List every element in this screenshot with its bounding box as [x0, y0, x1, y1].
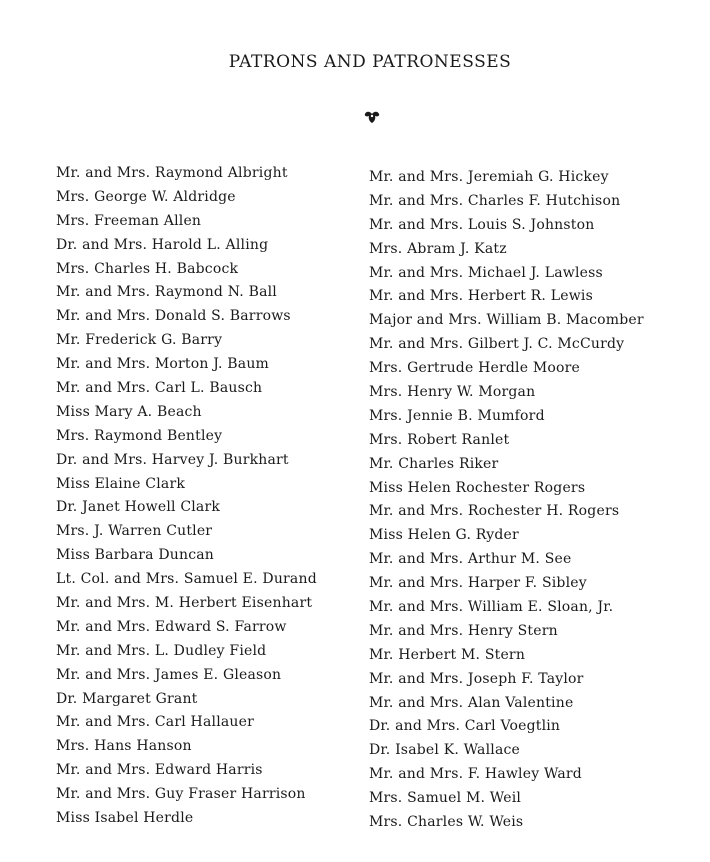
patron-entry: Mr. and Mrs. Morton J. Baum — [56, 356, 270, 373]
patron-entry: Mr. and Mrs. Carl Hallauer — [56, 714, 255, 731]
patron-entry: Mrs. J. Warren Cutler — [56, 523, 213, 540]
fleuron-icon — [363, 110, 381, 124]
patron-entry: Mrs. Samuel M. Weil — [369, 790, 522, 807]
patron-entry: Mrs. Charles H. Babcock — [56, 260, 239, 277]
patron-entry: Mr. and Mrs. Edward S. Farrow — [56, 618, 287, 635]
patron-entry: Miss Elaine Clark — [56, 475, 186, 492]
patron-entry: Mr. and Mrs. L. Dudley Field — [56, 642, 267, 659]
patron-entry: Mr. and Mrs. M. Herbert Eisenhart — [56, 595, 313, 612]
patron-entry: Mrs. Abram J. Katz — [369, 240, 507, 257]
patron-entry: Mr. and Mrs. Herbert R. Lewis — [369, 288, 593, 305]
patron-entry: Mrs. Freeman Allen — [56, 212, 202, 229]
patron-entry: Mr. Frederick G. Barry — [56, 332, 223, 349]
patron-entry: Dr. and Mrs. Harold L. Alling — [56, 236, 269, 253]
patron-entry: Mrs. Jennie B. Mumford — [369, 407, 545, 424]
page-title: PATRONS AND PATRONESSES — [228, 52, 512, 72]
patron-entry: Dr. Margaret Grant — [56, 690, 198, 707]
patron-entry: Dr. and Mrs. Harvey J. Burkhart — [56, 451, 289, 468]
patron-entry: Mrs. Raymond Bentley — [56, 427, 223, 444]
patron-entry: Mr. Charles Riker — [369, 455, 499, 472]
patron-entry: Mr. and Mrs. Guy Fraser Harrison — [56, 786, 306, 803]
patron-entry: Mr. and Mrs. Henry Stern — [369, 622, 558, 639]
patron-entry: Mr. and Mrs. James E. Gleason — [56, 666, 282, 683]
patron-entry: Mr. and Mrs. Jeremiah G. Hickey — [369, 169, 609, 185]
patron-entry: Mrs. Gertrude Herdle Moore — [369, 360, 581, 377]
patron-entry: Mr. and Mrs. Raymond N. Ball — [56, 284, 277, 301]
patron-entry: Miss Mary A. Beach — [56, 403, 202, 420]
patron-entry: Mrs. George W. Aldridge — [56, 188, 236, 205]
patron-entry: Major and Mrs. William B. Macomber — [369, 312, 644, 329]
patron-entry: Mrs. Robert Ranlet — [369, 431, 510, 448]
patron-entry: Mr. and Mrs. Joseph F. Taylor — [369, 670, 584, 687]
patron-entry: Mr. and Mrs. Arthur M. See — [369, 551, 572, 568]
patron-entry: Miss Barbara Duncan — [56, 547, 215, 564]
patron-entry: Mr. and Mrs. Charles F. Hutchison — [369, 192, 621, 209]
patrons-right-column — [369, 166, 644, 835]
patron-entry: Miss Helen G. Ryder — [369, 527, 519, 544]
patron-entry: Mrs. Hans Hanson — [56, 738, 192, 755]
patron-entry: Mr. and Mrs. Alan Valentine — [369, 694, 574, 711]
patron-entry: Mr. and Mrs. Louis S. Johnston — [369, 216, 595, 233]
patrons-left-column — [56, 162, 317, 831]
patron-entry: Mr. and Mrs. Edward Harris — [56, 762, 263, 779]
patron-entry: Dr. Janet Howell Clark — [56, 499, 221, 516]
patron-entry: Mr. and Mrs. Rochester H. Rogers — [369, 503, 620, 520]
patron-entry: Miss Helen Rochester Rogers — [369, 479, 586, 496]
patron-entry: Miss Isabel Herdle — [56, 810, 194, 827]
patron-entry: Dr. and Mrs. Carl Voegtlin — [369, 718, 561, 735]
patron-entry: Lt. Col. and Mrs. Samuel E. Durand — [56, 571, 317, 588]
patron-entry: Mrs. Charles W. Weis — [369, 814, 524, 831]
patron-entry: Mr. and Mrs. Gilbert J. C. McCurdy — [369, 336, 625, 353]
patron-entry: Mrs. Henry W. Morgan — [369, 384, 536, 401]
patron-entry: Mr. and Mrs. Donald S. Barrows — [56, 308, 291, 325]
patron-entry: Mr. and Mrs. Carl L. Bausch — [56, 380, 263, 397]
patron-entry: Mr. and Mrs. Raymond Albright — [56, 165, 288, 181]
patron-entry: Mr. and Mrs. Harper F. Sibley — [369, 575, 587, 592]
patron-entry: Dr. Isabel K. Wallace — [369, 742, 521, 759]
patron-entry: Mr. Herbert M. Stern — [369, 646, 526, 663]
patron-entry: Mr. and Mrs. William E. Sloan, Jr. — [369, 599, 614, 616]
patron-entry: Mr. and Mrs. Michael J. Lawless — [369, 264, 603, 281]
patron-entry: Mr. and Mrs. F. Hawley Ward — [369, 766, 582, 783]
